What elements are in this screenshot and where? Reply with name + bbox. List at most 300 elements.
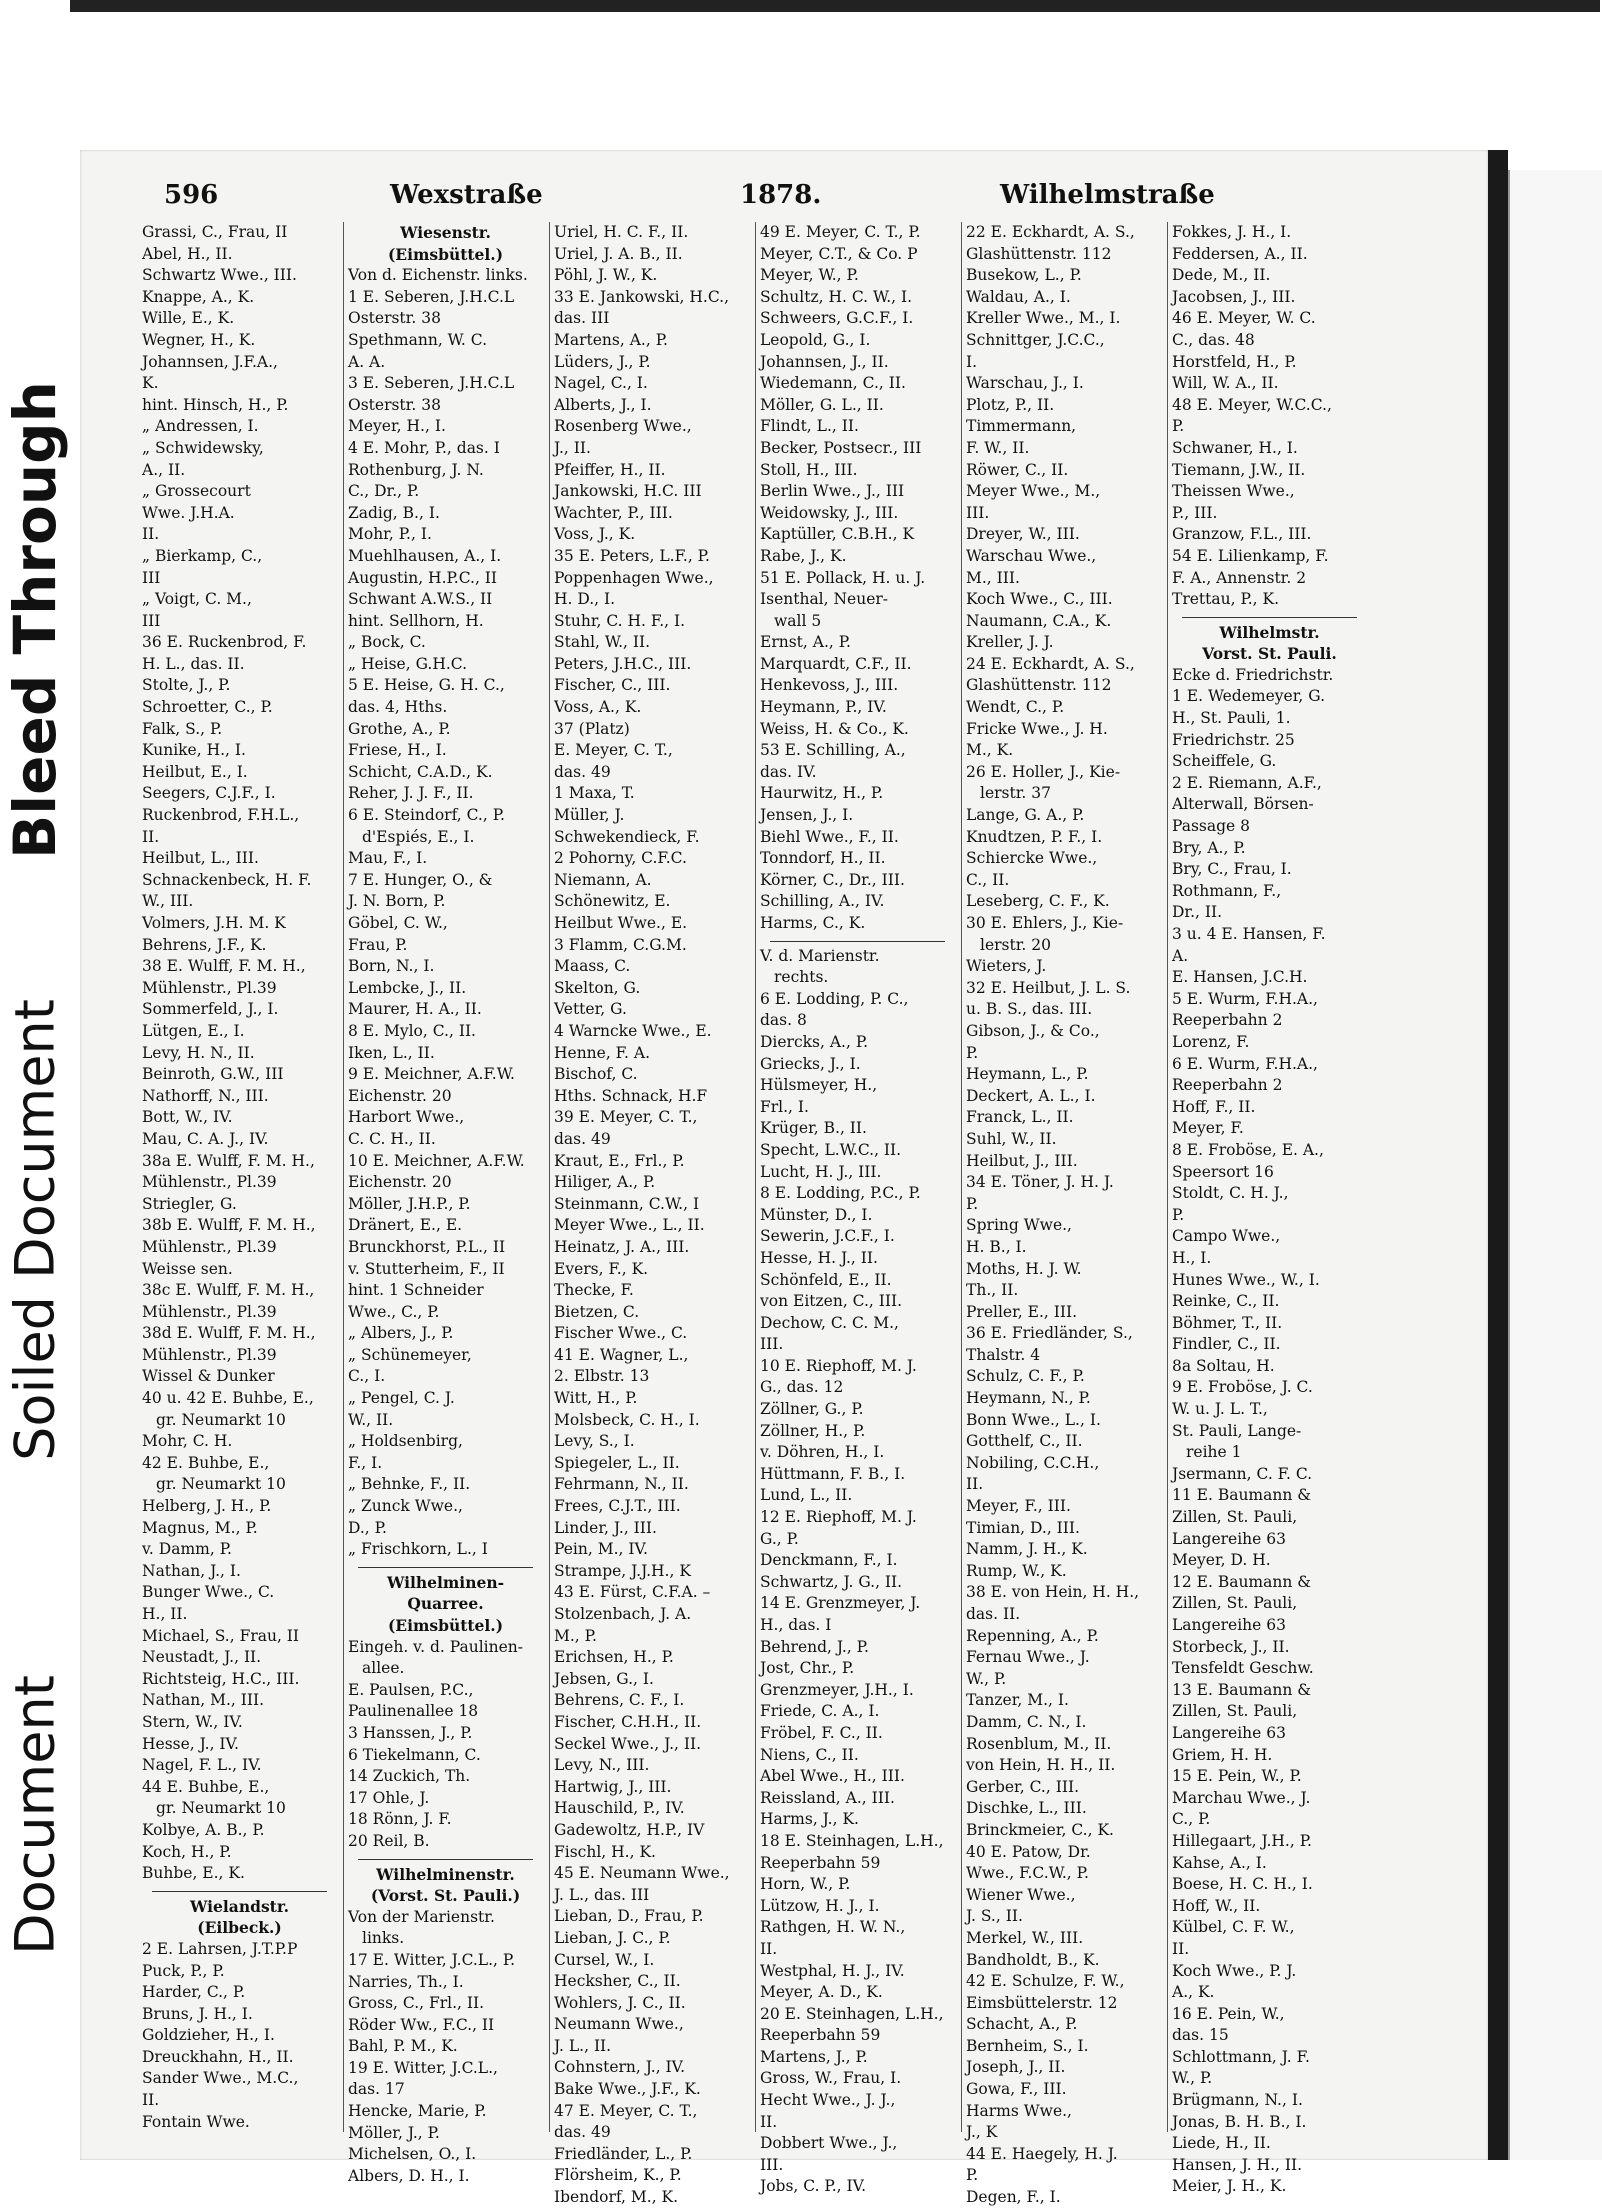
directory-line: Schacht, A., P.	[966, 2015, 1078, 2034]
directory-line: Schnackenbeck, H. F.	[142, 870, 312, 889]
directory-line: Schwartz Wwe., III.	[142, 266, 297, 285]
directory-line: Moths, H. J. W.	[966, 1259, 1082, 1278]
directory-line: Gerber, C., III.	[966, 1777, 1080, 1796]
directory-line: 26 E. Holler, J., Kie-	[966, 762, 1121, 781]
directory-line: Warschau Wwe.,	[966, 546, 1097, 565]
directory-line: Gadewoltz, H.P., IV	[554, 1820, 705, 1839]
directory-line: lerstr. 20	[980, 935, 1052, 954]
directory-line: 49 E. Meyer, C. T., P.	[760, 223, 921, 241]
directory-line: Fischer Wwe., C.	[554, 1324, 688, 1343]
directory-line: Merkel, W., III.	[966, 1928, 1084, 1947]
directory-line: Narries, Th., I.	[348, 1972, 464, 1991]
directory-line: W., II.	[348, 1410, 394, 1429]
directory-line: Helberg, J. H., P.	[142, 1497, 272, 1516]
directory-line: 38a E. Wulff, F. M. H.,	[142, 1151, 315, 1170]
directory-line: J. S., II.	[966, 1907, 1023, 1926]
directory-line: Dobbert Wwe., J.,	[760, 2134, 898, 2153]
directory-line: das. 49	[554, 2123, 611, 2142]
directory-line: Becker, Postsecr., III	[760, 438, 922, 457]
column-divider	[755, 222, 756, 2132]
directory-line: 38d E. Wulff, F. M. H.,	[142, 1324, 316, 1343]
directory-line: Cursel, W., I.	[554, 1950, 655, 1969]
directory-line: Mohr, C. H.	[142, 1432, 233, 1451]
directory-line: Storbeck, J., II.	[1172, 1637, 1290, 1656]
directory-line: 46 E. Meyer, W. C.	[1172, 309, 1316, 328]
facing-page-edge	[1508, 170, 1602, 2160]
directory-line: gr. Neumarkt 10	[156, 1799, 286, 1818]
directory-line: 34 E. Töner, J. H. J.	[966, 1173, 1114, 1192]
directory-line: Schiercke Wwe.,	[966, 849, 1098, 868]
directory-line: Kahse, A., I.	[1172, 1853, 1267, 1872]
soiled-document-label: Soiled Document	[3, 999, 67, 1461]
directory-line: Hiliger, A., P.	[554, 1173, 656, 1192]
directory-line: E. Meyer, C. T.,	[554, 741, 673, 760]
directory-line: Weiss, H. & Co., K.	[760, 719, 909, 738]
directory-line: Eingeh. v. d. Paulinen-	[348, 1637, 523, 1656]
directory-line: Damm, C. N., I.	[966, 1712, 1087, 1731]
directory-line: lerstr. 37	[980, 784, 1052, 803]
directory-line: Lorenz, F.	[1172, 1032, 1250, 1051]
directory-line: 20 Reil, B.	[348, 1831, 430, 1850]
directory-line: 6 E. Steindorf, C., P.	[348, 806, 505, 825]
directory-line: 24 E. Eckhardt, A. S.,	[966, 654, 1135, 673]
directory-line: Seckel Wwe., J., II.	[554, 1734, 702, 1753]
directory-line: Harder, C., P.	[142, 1983, 246, 2002]
directory-line: 15 E. Pein, W., P.	[1172, 1767, 1302, 1786]
directory-line: Behrend, J., P.	[760, 1637, 869, 1656]
directory-line: Puck, P., P.	[142, 1961, 225, 1980]
directory-line: Muehlhausen, A., I.	[348, 546, 502, 565]
directory-line: 42 E. Schulze, F. W.,	[966, 1972, 1125, 1991]
directory-line: H. L., das. II.	[142, 654, 245, 673]
directory-line: 18 Rönn, J. F.	[348, 1810, 452, 1829]
directory-line: H., St. Pauli, 1.	[1172, 709, 1291, 728]
directory-line: Ibendorf, M., K.	[554, 2188, 679, 2207]
directory-line: Schultz, H. C. W., I.	[760, 287, 913, 306]
directory-line: 51 E. Pollack, H. u. J.	[760, 568, 926, 587]
directory-line: Poppenhagen Wwe.,	[554, 568, 714, 587]
directory-line: 18 E. Steinhagen, L.H.,	[760, 1831, 944, 1850]
directory-line: Schlottmann, J. F.	[1172, 2047, 1310, 2066]
directory-line: „ Albers, J., P.	[348, 1324, 454, 1343]
directory-line: Tonndorf, H., II.	[760, 849, 886, 868]
directory-line: Gotthelf, C., II.	[966, 1432, 1083, 1451]
directory-line: W., III.	[142, 892, 194, 911]
directory-line: Wwe., C., P.	[348, 1302, 440, 1321]
directory-line: Paulinenallee 18	[348, 1702, 479, 1721]
directory-line: Bischof, C.	[554, 1065, 638, 1084]
directory-line: 12 E. Baumann &	[1172, 1572, 1312, 1591]
directory-line: Marchau Wwe., J.	[1172, 1788, 1311, 1807]
directory-line: Wiedemann, C., II.	[760, 374, 906, 393]
directory-line: II.	[760, 1939, 778, 1958]
directory-line: allee.	[362, 1659, 405, 1678]
directory-line: Spethmann, W. C.	[348, 330, 487, 349]
directory-line: Knudtzen, P. F., I.	[966, 827, 1103, 846]
directory-line: Plotz, P., II.	[966, 395, 1055, 414]
directory-line: Bruns, J. H., I.	[142, 2004, 253, 2023]
directory-line: Beinroth, G.W., III	[142, 1065, 284, 1084]
directory-line: u. B. S., das. III.	[966, 1000, 1093, 1019]
directory-line: 6 Tiekelmann, C.	[348, 1745, 481, 1764]
directory-line: 19 E. Witter, J.C.L.,	[348, 2058, 498, 2077]
street-heading: (Eimsbüttel.)	[387, 1616, 504, 1635]
directory-line: Von d. Eichenstr. links.	[348, 266, 528, 285]
directory-line: Deckert, A. L., I.	[966, 1086, 1096, 1105]
directory-line: Lange, G. A., P.	[966, 806, 1085, 825]
directory-line: Iken, L., II.	[348, 1043, 435, 1062]
section-rule	[770, 941, 945, 942]
directory-line: H. B., I.	[966, 1237, 1027, 1256]
directory-line: Neustadt, J., II.	[142, 1648, 262, 1667]
directory-line: P.	[966, 2166, 979, 2185]
directory-line: Meyer, F.	[1172, 1119, 1244, 1138]
section-rule	[1182, 617, 1357, 618]
directory-line: Seegers, C.J.F., I.	[142, 784, 276, 803]
directory-line: Göbel, C. W.,	[348, 914, 448, 932]
directory-line: 47 E. Meyer, C. T.,	[554, 2101, 698, 2120]
directory-line: Thecke, F.	[554, 1281, 634, 1300]
directory-line: P.	[966, 1043, 979, 1062]
directory-line: Mühlenstr., Pl.39	[142, 1302, 277, 1321]
directory-line: Suhl, W., II.	[966, 1129, 1057, 1148]
directory-line: Grenzmeyer, J.H., I.	[760, 1680, 914, 1699]
directory-line: Hauschild, P., IV.	[554, 1799, 685, 1818]
directory-line: 3 E. Seberen, J.H.C.L	[348, 374, 515, 393]
directory-line: Fischer, C.H.H., II.	[554, 1712, 702, 1731]
directory-line: 8 E. Mylo, C., II.	[348, 1021, 476, 1040]
directory-line: Kraut, E., Frl., P.	[554, 1151, 685, 1170]
directory-line: Gross, W., Frau, I.	[760, 2069, 902, 2088]
directory-line: v. Döhren, H., I.	[760, 1443, 885, 1462]
right-running-title: Wilhelmstraße	[1000, 180, 1215, 210]
column-divider	[343, 222, 344, 2132]
directory-line: Striegler, G.	[142, 1194, 237, 1213]
directory-line: Rump, W., K.	[966, 1561, 1067, 1580]
directory-line: Goldzieher, H., I.	[142, 2026, 275, 2045]
directory-line: Leopold, G., I.	[760, 330, 871, 349]
directory-line: Wegner, H., K.	[142, 330, 256, 349]
directory-line: 12 E. Riephoff, M. J.	[760, 1508, 917, 1527]
directory-line: Langereihe 63	[1172, 1529, 1286, 1548]
directory-line: Weisse sen.	[142, 1259, 233, 1278]
directory-line: Möller, J.H.P., P.	[348, 1194, 471, 1213]
directory-line: Heilbut, E., I.	[142, 762, 248, 781]
directory-line: Lütgen, E., I.	[142, 1021, 245, 1040]
directory-line: Heymann, P., IV.	[760, 698, 887, 717]
directory-line: Bietzen, C.	[554, 1302, 640, 1321]
directory-line: 32 E. Heilbut, J. L. S.	[966, 978, 1131, 997]
directory-line: Hesse, J., IV.	[142, 1734, 239, 1753]
directory-line: 1 E. Seberen, J.H.C.L	[348, 287, 515, 306]
directory-line: C., II.	[966, 870, 1010, 889]
directory-line: E. Hansen, J.C.H.	[1172, 968, 1308, 987]
directory-line: das. 8	[760, 1011, 807, 1030]
directory-line: Preller, E., III.	[966, 1302, 1078, 1321]
directory-line: Spring Wwe.,	[966, 1216, 1072, 1235]
directory-line: rechts.	[774, 968, 829, 987]
directory-line: Hoff, F., II.	[1172, 1097, 1256, 1116]
directory-line: Zillen, St. Pauli,	[1172, 1594, 1298, 1613]
directory-line: Möller, J., P.	[348, 2123, 440, 2142]
directory-line: Gross, C., Frl., II.	[348, 1994, 485, 2013]
directory-line: E. Paulsen, P.C.,	[348, 1680, 474, 1699]
directory-line: 2. Elbstr. 13	[554, 1367, 650, 1386]
directory-line: 53 E. Schilling, A.,	[760, 741, 906, 760]
directory-line: Nobiling, C.C.H.,	[966, 1453, 1100, 1472]
directory-line: Eichenstr. 20	[348, 1173, 452, 1192]
directory-line: Westphal, H. J., IV.	[760, 1961, 905, 1980]
directory-line: Heymann, N., P.	[966, 1389, 1091, 1408]
directory-line: Niens, C., II.	[760, 1745, 859, 1764]
directory-line: Flörsheim, K., P.	[554, 2166, 682, 2185]
directory-line: Bonn Wwe., L., I.	[966, 1410, 1101, 1429]
directory-line: 33 E. Jankowski, H.C.,	[554, 287, 730, 306]
directory-line: Brunckhorst, P.L., II	[348, 1237, 506, 1256]
directory-line: Jsermann, C. F. C.	[1172, 1464, 1313, 1483]
directory-line: Lembcke, J., II.	[348, 978, 467, 997]
directory-line: 7 E. Hunger, O., &	[348, 870, 493, 889]
directory-line: III.	[966, 503, 990, 522]
directory-line: Feddersen, A., II.	[1172, 244, 1308, 263]
directory-line: C., I.	[348, 1367, 386, 1386]
directory-line: Strampe, J.J.H., K	[554, 1561, 691, 1580]
directory-line: Sewerin, J.C.F., I.	[760, 1227, 895, 1246]
directory-line: Evers, F., K.	[554, 1259, 649, 1278]
directory-line: Horstfeld, H., P.	[1172, 352, 1297, 371]
directory-line: Reissland, A., III.	[760, 1788, 895, 1807]
directory-line: Timmermann,	[966, 417, 1077, 436]
directory-line: Niemann, A.	[554, 870, 652, 889]
directory-line: Theissen Wwe.,	[1172, 482, 1295, 501]
directory-line: 13 E. Baumann &	[1172, 1680, 1312, 1699]
directory-line: Johannsen, J.F.A.,	[142, 352, 278, 371]
directory-line: Dede, M., II.	[1172, 266, 1271, 285]
directory-line: III	[142, 611, 161, 630]
directory-line: Zöllner, H., P.	[760, 1421, 866, 1440]
directory-line: Horn, W., P.	[760, 1875, 851, 1894]
street-heading: (Eilbeck.)	[197, 1918, 282, 1938]
directory-line: W. u. J. L. T.,	[1172, 1400, 1268, 1419]
directory-line: Stolte, J., P.	[142, 676, 231, 695]
directory-line: Fehrmann, N., II.	[554, 1475, 689, 1494]
directory-line: Steinmann, C.W., I	[554, 1194, 700, 1213]
directory-line: 48 E. Meyer, W.C.C.,	[1172, 395, 1332, 414]
directory-line: K.	[142, 374, 159, 393]
directory-line: Wwe., F.C.W., P.	[966, 1864, 1089, 1883]
street-heading: (Eimsbüttel.)	[387, 244, 504, 264]
directory-line: Harms, C., K.	[760, 914, 866, 932]
directory-line: Berlin Wwe., J., III	[760, 482, 905, 501]
directory-line: Rothmann, F.,	[1172, 881, 1282, 900]
directory-line: Albers, D. H., I.	[348, 2166, 470, 2185]
directory-line: Osterstr. 38	[348, 395, 441, 414]
directory-line: 36 E. Friedländer, S.,	[966, 1324, 1133, 1343]
directory-line: Reinke, C., II.	[1172, 1292, 1280, 1311]
directory-line: Münster, D., I.	[760, 1205, 873, 1224]
directory-line: Bandholdt, B., K.	[966, 1950, 1100, 1969]
directory-line: Jost, Chr., P.	[760, 1659, 855, 1678]
directory-line: Jonas, B. H. B., I.	[1172, 2112, 1307, 2131]
directory-line: Harms, J., K.	[760, 1810, 859, 1829]
directory-line: das. IV.	[760, 762, 817, 781]
directory-line: Krüger, B., II.	[760, 1119, 867, 1138]
directory-line: Schwaner, H., I.	[1172, 438, 1298, 457]
directory-line: Warschau, J., I.	[966, 374, 1084, 393]
directory-line: von Eitzen, C., III.	[760, 1292, 903, 1311]
directory-line: Wwe. J.H.A.	[142, 503, 235, 522]
directory-line: V. d. Marienstr.	[760, 946, 880, 965]
directory-line: Eichenstr. 20	[348, 1086, 452, 1105]
directory-line: 38 E. Wulff, F. M. H.,	[142, 957, 306, 976]
directory-line: Harbort Wwe.,	[348, 1108, 465, 1127]
directory-line: Frl., I.	[760, 1097, 809, 1116]
directory-line: Boese, H. C. H., I.	[1172, 1875, 1313, 1894]
directory-line: Wille, E., K.	[142, 309, 235, 328]
directory-line: Reeperbahn 2	[1172, 1076, 1283, 1095]
directory-line: Hunes Wwe., W., I.	[1172, 1270, 1320, 1289]
directory-line: 9 E. Meichner, A.F.W.	[348, 1065, 515, 1084]
directory-line: Glashüttenstr. 112	[966, 676, 1112, 695]
directory-line: Michael, S., Frau, II	[142, 1626, 300, 1645]
directory-line: Tensfeldt Geschw.	[1172, 1659, 1314, 1678]
directory-line: A., II.	[142, 460, 186, 479]
directory-line: Will, W. A., II.	[1172, 374, 1279, 393]
directory-line: 4 Warncke Wwe., E.	[554, 1021, 712, 1040]
directory-line: Griem, H. H.	[1172, 1745, 1273, 1764]
directory-line: 2 E. Lahrsen, J.T.P.P	[142, 1939, 298, 1958]
directory-line: Schicht, C.A.D., K.	[348, 762, 493, 781]
directory-line: Hecksher, C., II.	[554, 1972, 681, 1991]
directory-line: Levy, N., III.	[554, 1756, 650, 1775]
directory-line: Stern, W., IV.	[142, 1712, 243, 1731]
directory-line: Gowa, F., III.	[966, 2080, 1067, 2099]
directory-line: 8 E. Froböse, E. A.,	[1172, 1140, 1324, 1159]
directory-line: Linder, J., III.	[554, 1518, 657, 1537]
directory-line: P.	[1172, 417, 1185, 436]
street-heading: Wielandstr.	[190, 1896, 289, 1916]
directory-line: 1 E. Wedemeyer, G.	[1172, 687, 1326, 706]
annotation-strip	[0, 0, 70, 2177]
directory-line: Ecke d. Friedrichstr.	[1172, 665, 1334, 684]
directory-line: Kaptüller, C.B.H., K	[760, 525, 915, 544]
directory-line: Erichsen, H., P.	[554, 1648, 674, 1667]
directory-line: Martens, J., P.	[760, 2047, 868, 2066]
directory-line: 8 E. Lodding, P.C., P.	[760, 1184, 921, 1203]
directory-line: 35 E. Peters, L.F., P.	[554, 546, 710, 565]
directory-line: Meier, J. H., K.	[1172, 2177, 1287, 2196]
directory-line: Diercks, A., P.	[760, 1032, 869, 1051]
directory-line: 9 E. Froböse, J. C.	[1172, 1378, 1313, 1397]
directory-line: das. II.	[966, 1605, 1021, 1623]
directory-line: Waldau, A., I.	[966, 287, 1071, 306]
directory-line: Bernheim, S., I.	[966, 2036, 1089, 2055]
directory-line: Isenthal, Neuer-	[760, 590, 889, 609]
directory-line: Ernst, A., P.	[760, 633, 851, 652]
column-4	[760, 222, 955, 2196]
directory-line: Nathan, J., I.	[142, 1561, 241, 1580]
directory-line: J., K	[966, 2123, 998, 2142]
directory-line: Stuhr, C. H. F., I.	[554, 611, 686, 630]
directory-line: Behrens, J.F., K.	[142, 935, 267, 954]
directory-line: A., K.	[1172, 1983, 1215, 2002]
directory-line: 14 Zuckich, Th.	[348, 1767, 471, 1786]
directory-line: Henne, F. A.	[554, 1043, 650, 1062]
directory-line: Lüders, J., P.	[554, 352, 651, 371]
directory-line: Levy, S., I.	[554, 1432, 635, 1451]
directory-line: Bry, C., Frau, I.	[1172, 860, 1292, 879]
directory-line: Bahl, P. M., K.	[348, 2037, 458, 2056]
directory-line: „ Bierkamp, C.,	[142, 546, 263, 565]
directory-line: 37 (Platz)	[554, 719, 630, 738]
directory-line: links.	[362, 1929, 405, 1948]
directory-line: P.	[1172, 1205, 1185, 1224]
directory-line: A. A.	[348, 352, 386, 371]
directory-line: Granzow, F.L., III.	[1172, 525, 1312, 544]
directory-line: Stoll, H., III.	[760, 460, 858, 479]
directory-line: Tanzer, M., I.	[966, 1691, 1069, 1710]
directory-line: III.	[760, 1335, 784, 1354]
page-header	[80, 180, 1488, 220]
directory-line: Röwer, C., II.	[966, 460, 1069, 479]
directory-line: Specht, L.W.C., II.	[760, 1140, 902, 1159]
directory-line: P., III.	[1172, 503, 1218, 522]
directory-line: J. L., das. III	[554, 1885, 650, 1904]
directory-line: Fischl, H., K.	[554, 1842, 656, 1861]
directory-line: Skelton, G.	[554, 978, 641, 997]
directory-line: v. Damm, P.	[142, 1540, 232, 1559]
directory-line: 40 u. 42 E. Buhbe, E.,	[142, 1389, 314, 1408]
directory-line: Wachter, P., III.	[554, 503, 673, 522]
directory-line: Langereihe 63	[1172, 1723, 1286, 1742]
column-3	[554, 222, 749, 2207]
directory-line: „ Behnke, F., II.	[348, 1475, 471, 1494]
street-heading: Wiesenstr.	[400, 223, 491, 242]
directory-line: das. 49	[554, 762, 611, 781]
directory-line: Dr., II.	[1172, 903, 1223, 922]
directory-line: Reeperbahn 2	[1172, 1011, 1283, 1030]
directory-line: Osterstr. 38	[348, 309, 441, 328]
directory-line: Koch Wwe., C., III.	[966, 590, 1113, 609]
column-6	[1172, 222, 1367, 2196]
directory-line: Hoff, W., II.	[1172, 1896, 1261, 1915]
directory-line: Franck, L., II.	[966, 1108, 1074, 1127]
directory-line: 38b E. Wulff, F. M. H.,	[142, 1216, 316, 1235]
directory-line: Dechow, C. C. M.,	[760, 1313, 899, 1332]
directory-line: das. 17	[348, 2080, 405, 2099]
directory-line: Hillegaart, J.H., P.	[1172, 1831, 1312, 1850]
directory-line: Bry, A., P.	[1172, 838, 1246, 857]
directory-line: von Hein, H. H., II.	[966, 1756, 1116, 1775]
directory-line: Uriel, H. C. F., II.	[554, 223, 689, 241]
directory-line: hint. Sellhorn, H.	[348, 611, 484, 630]
directory-line: Griecks, J., I.	[760, 1054, 861, 1073]
directory-line: 38 E. von Hein, H. H.,	[966, 1583, 1140, 1602]
directory-line: Zöllner, G., P.	[760, 1400, 864, 1419]
page-number: 596	[164, 180, 219, 210]
directory-line: 11 E. Baumann &	[1172, 1486, 1312, 1505]
directory-line: Koch, H., P.	[142, 1842, 232, 1861]
directory-line: 5 E. Heise, G. H. C.,	[348, 676, 505, 695]
directory-line: C., das. 48	[1172, 330, 1255, 349]
directory-line: Vetter, G.	[554, 1000, 627, 1019]
directory-line: Sander Wwe., M.C.,	[142, 2069, 299, 2088]
directory-line: Gibson, J., & Co.,	[966, 1021, 1100, 1040]
directory-line: Friedrichstr. 25	[1172, 730, 1295, 749]
directory-line: 44 E. Buhbe, E.,	[142, 1777, 270, 1796]
directory-line: C., Dr., P.	[348, 482, 420, 501]
directory-line: Reeperbahn 59	[760, 2026, 881, 2045]
